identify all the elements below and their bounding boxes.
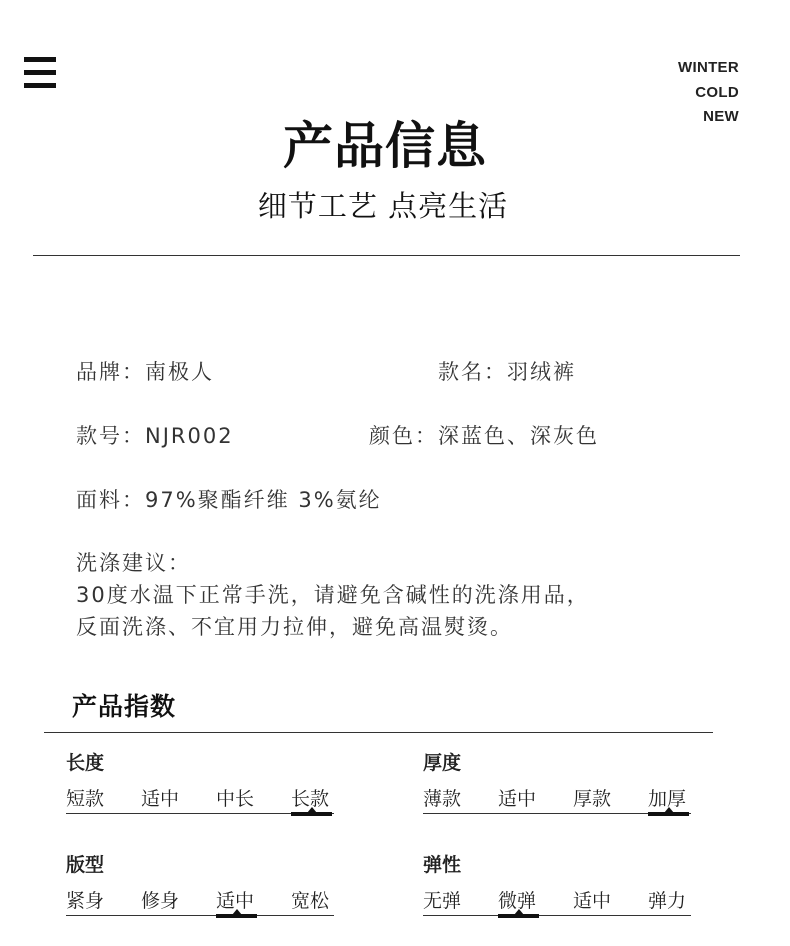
scale-option: 加厚	[648, 788, 687, 810]
model-text: 款号：NJR002	[76, 424, 234, 448]
elasticity-scale	[423, 886, 691, 916]
scale-option: 短款	[66, 788, 105, 810]
scale-option: 无弹	[423, 890, 462, 912]
index-title: 产品指数	[72, 692, 177, 721]
scale-option: 宽松	[291, 890, 330, 912]
metric-label-length: 长度	[66, 752, 105, 774]
care-line: 反面洗涤、不宜用力拉伸，避免高温熨烫。	[76, 615, 513, 639]
page-title: 产品信息	[283, 117, 487, 175]
scale-option: 微弹	[498, 890, 537, 912]
metric-label-thickness: 厚度	[423, 752, 462, 774]
scale-option: 中长	[216, 788, 255, 810]
scale-option: 适中	[573, 890, 612, 912]
care-line: 30度水温下正常手洗，请避免含碱性的洗涤用品，	[76, 583, 590, 607]
scale-option: 适中	[216, 890, 255, 912]
scale-option: 弹力	[648, 890, 687, 912]
scale-option: 适中	[498, 788, 537, 810]
fabric-text: 面料：97%聚酯纤维 3%氨纶	[76, 488, 382, 512]
index-divider	[44, 732, 713, 733]
scale-line	[66, 915, 334, 916]
color-text: 颜色：深蓝色、深灰色	[369, 424, 599, 448]
season-line: WINTER	[678, 59, 739, 76]
thickness-scale	[423, 784, 691, 814]
selected-pointer-icon	[664, 807, 674, 813]
scale-option: 长款	[291, 788, 330, 810]
scale-option: 修身	[141, 890, 180, 912]
care-title: 洗涤建议：	[76, 551, 191, 575]
scale-option: 厚款	[573, 788, 612, 810]
page-subtitle: 细节工艺 点亮生活	[257, 189, 509, 223]
scale-option: 紧身	[66, 890, 105, 912]
metric-label-fit: 版型	[66, 854, 105, 876]
season-line: NEW	[703, 108, 739, 125]
product-name-text: 款名：羽绒裤	[438, 360, 576, 384]
metric-label-elasticity: 弹性	[423, 854, 462, 876]
selected-pointer-icon	[307, 807, 317, 813]
menu-icon[interactable]	[24, 57, 56, 89]
selected-pointer-icon	[514, 909, 524, 915]
season-line: COLD	[695, 83, 739, 101]
length-scale	[66, 784, 334, 814]
scale-option: 适中	[141, 788, 180, 810]
scale-option: 薄款	[423, 788, 462, 810]
fit-scale	[66, 886, 334, 916]
selected-pointer-icon	[232, 909, 242, 915]
brand-text: 品牌：南极人	[76, 360, 214, 384]
scale-line	[423, 915, 691, 916]
header-divider	[33, 255, 740, 256]
